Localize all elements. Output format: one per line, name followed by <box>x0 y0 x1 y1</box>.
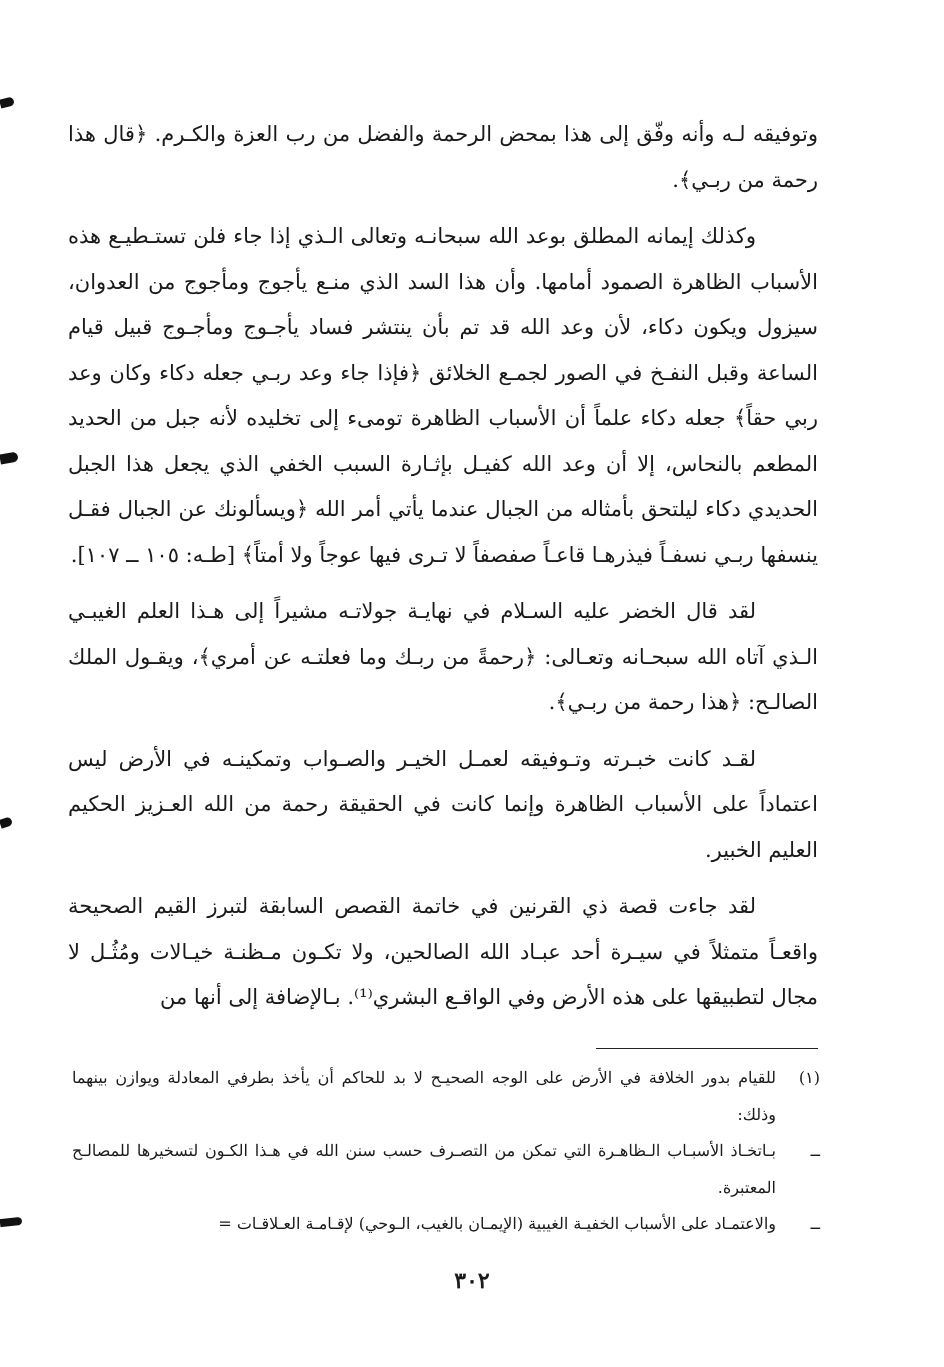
footnote-entry <box>72 1133 820 1206</box>
footnote-text: للقيام بدور الخلافة في الأرض على الوجه الصحيـح لا بد للحاكم أن يأخذ بطرفي المعادلة ويوازن بينهما وذلك: <box>72 1068 776 1124</box>
footnote-separator <box>596 1048 818 1049</box>
footnote-entry <box>72 1206 820 1243</box>
footnote-text: بـاتخـاذ الأسبـاب الـظاهـرة التي تمكن من التصـرف حسب سنن الله في هـذا الكـون لتسخيرها للمصالـح المعتبرة. <box>72 1141 776 1197</box>
paragraph: وكذلك إيمانه المطلق بوعد الله سبحانـه وتعالى الـذي إذا جاء فلن تستـطيـع هذه الأسباب الظاهرة الصمود أمامها. وأن هذا السد الذي منـع يأجوج ومأجوج من العدوان، سيزول ويكون دكاء، لأن وعد الله قد تم بأن ينتشر فساد يأجـوج ومأجـوج قبيل قيام الساعة وقبل النفـخ في الصور لجمـع الخلائق ﴿فإذا جاء وعد ربـي جعله دكاء وكان وعد ربي حقاً﴾ جعله دكاء علماً أن الأسباب الظاهرة تومىء إلى تخليده لأنه جبل من الحديد المطعم بالنحاس، إلا أن وعد الله كفيـل بإثـارة السبب الخفي الذي يجعل هذا الجبل الحديدي دكاء ليلتحق بأمثاله من الجبال عندما يأتي أمر الله ﴿ويسألونك عن الجبال فقـل ينسفها ربـي نسفـاً فيذرهـا قاعـاً صفصفاً لا تـرى فيها عوجاً ولا أمتاً﴾ [طـه: ١٠٥ ــ ١٠٧]. <box>68 224 818 567</box>
footnote-marker: ــ <box>810 1214 820 1233</box>
paragraph: لقد جاءت قصة ذي القرنين في خاتمة القصص السابقة لتبرز القيم الصحيحة واقعـاً متمثلاً في سيـرة أحد عبـاد الله الصالحين، ولا تكـون مـظنـة خيـالات ومُثُـل لا مجال لتطبيقها على هذه الأرض وفي الواقـع البشري⁽¹⁾. بـالإضافة إلى أنها من <box>68 894 818 1009</box>
main-text <box>68 112 818 1032</box>
footnote-marker: (١) <box>798 1068 820 1087</box>
footnote-marker: ــ <box>810 1141 820 1160</box>
paragraph: لقد قال الخضر عليه السـلام في نهايـة جولاتـه مشيراً إلى هـذا العلم الغيبـي الـذي آتاه الله سبحـانه وتعـالى: ﴿رحمةً من ربـك وما فعلتـه عن أمري﴾، ويقـول الملك الصالـح: ﴿هذا رحمة من ربـي﴾. <box>68 599 818 714</box>
paragraph: لقـد كانت خبـرته وتـوفيقه لعمـل الخيـر والصـواب وتمكينـه في الأرض ليس اعتماداً على الأسباب الظاهرة وإنما كانت في الحقيقة رحمة من الله العـزيز الحكيم العليم الخبير. <box>68 746 818 862</box>
footnote-entry <box>72 1060 820 1133</box>
paragraph: وتوفيقه لـه وأنه وفّق إلى هذا بمحض الرحمة والفضل من رب العزة والكـرم. ﴿قال هذا رحمة من ربـي﴾. <box>68 122 818 192</box>
binding-edge-mark <box>0 816 13 828</box>
binding-edge-mark <box>0 452 19 465</box>
footnote-text: والاعتمـاد على الأسباب الخفيـة الغيبية (الإيمـان بالغيب، الـوحي) لإقـامـة العـلاقـات = <box>218 1214 776 1233</box>
footnotes <box>72 1060 820 1243</box>
binding-edge-mark <box>0 1217 22 1227</box>
binding-edge-mark <box>0 96 15 108</box>
page-number: ٣٠٢ <box>454 1268 490 1294</box>
